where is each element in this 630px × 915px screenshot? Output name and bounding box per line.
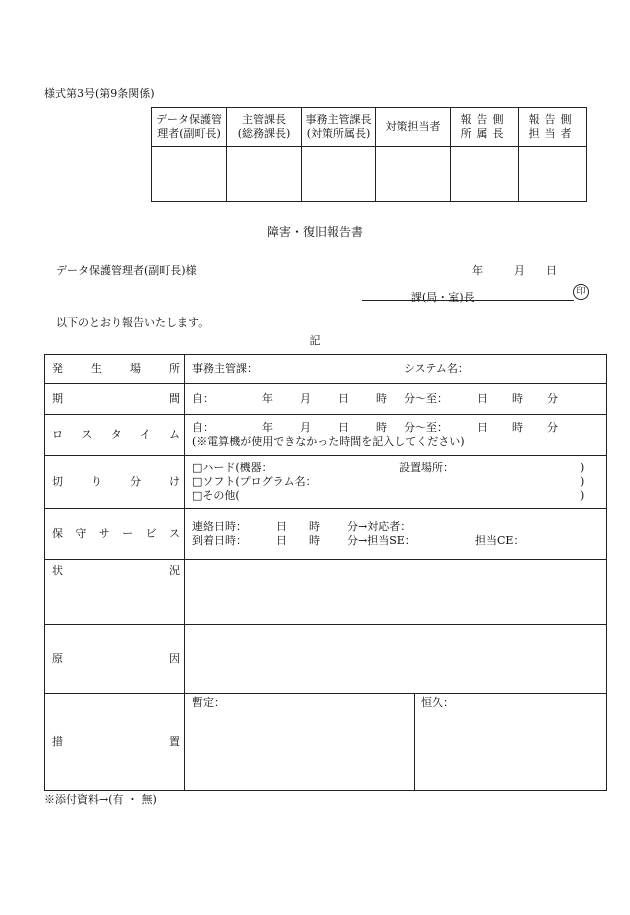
stamp-cell[interactable] xyxy=(227,147,302,202)
from-label: 自： xyxy=(192,392,214,405)
label-isolation: 切り分け xyxy=(45,456,185,509)
form-number: 様式第3号(第9条関係) xyxy=(44,87,155,100)
row-period xyxy=(45,384,607,415)
temporary-label: 暫定： xyxy=(192,696,225,709)
date-month-label: 月 xyxy=(514,264,525,277)
row-isolation xyxy=(45,456,607,509)
value-measure xyxy=(185,694,607,791)
day-to-label: 日 xyxy=(477,421,488,434)
row-status xyxy=(45,560,607,625)
temporary-measure-field[interactable] xyxy=(185,694,415,790)
day-label: 日 xyxy=(338,421,349,434)
day-label: 日 xyxy=(276,534,287,547)
label-cause: 原因 xyxy=(45,625,185,694)
stamp-cell[interactable] xyxy=(152,147,227,202)
hour-to-label: 時 xyxy=(512,392,523,405)
software-checkbox[interactable]: □ソフト(プログラム名： xyxy=(192,475,317,488)
minute-to-label: 分〜至： xyxy=(404,421,448,434)
label-maintenance: 保守サービス xyxy=(45,509,185,560)
responder-label: 分→対応者： xyxy=(347,520,412,533)
loss-time-note: (※電算機が使用できなかった時間を記入してください) xyxy=(192,435,465,448)
row-measure xyxy=(45,694,607,791)
row-loss-time xyxy=(45,415,607,456)
minute-end-label: 分 xyxy=(547,421,558,434)
date-day-label: 日 xyxy=(546,264,557,277)
minute-end-label: 分 xyxy=(547,392,558,405)
permanent-label: 恒久： xyxy=(421,696,454,709)
approval-header-affairs-section: 事務主管課長 (対策所属長) xyxy=(302,108,376,147)
permanent-measure-field[interactable] xyxy=(415,694,454,790)
label-location: 発生場所 xyxy=(45,355,185,384)
approval-header-main-section: 主管課長 (総務課長) xyxy=(227,108,302,147)
row-cause xyxy=(45,625,607,694)
intro-text: 以下のとおり報告いたします。 xyxy=(56,316,210,329)
hour-to-label: 時 xyxy=(512,421,523,434)
stamp-cell[interactable] xyxy=(376,147,451,202)
hour-label: 時 xyxy=(309,534,320,547)
stamp-cell[interactable] xyxy=(302,147,376,202)
close-paren: ) xyxy=(580,489,585,502)
close-paren: ) xyxy=(580,461,585,474)
row-maintenance xyxy=(45,509,607,560)
minute-to-label: 分〜至： xyxy=(404,392,448,405)
label-measure: 措置 xyxy=(45,694,185,791)
hour-label: 時 xyxy=(376,392,387,405)
hardware-checkbox[interactable]: □ハード(機器： xyxy=(192,461,273,474)
stamp-cell[interactable] xyxy=(519,147,587,202)
day-label: 日 xyxy=(338,392,349,405)
year-label: 年 xyxy=(262,392,273,405)
approval-header-report-staff: 報告側 担当者 xyxy=(519,108,587,147)
date-year-label: 年 xyxy=(472,264,483,277)
approval-header-countermeasure: 対策担当者 xyxy=(376,108,451,147)
sender-title: 課(局・室)長 xyxy=(411,291,475,304)
signature-line xyxy=(362,300,574,301)
day-to-label: 日 xyxy=(477,392,488,405)
day-label: 日 xyxy=(276,520,287,533)
arrival-time-label: 到着日時： xyxy=(192,534,247,547)
label-period: 期間 xyxy=(45,384,185,415)
value-location[interactable] xyxy=(185,355,607,384)
stamp-cell[interactable] xyxy=(451,147,519,202)
value-cause[interactable] xyxy=(185,625,607,694)
report-table xyxy=(44,354,607,791)
ki-heading: 記 xyxy=(309,334,321,347)
seal-mark-icon: 印 xyxy=(573,284,589,300)
close-paren: ) xyxy=(580,475,585,488)
from-label: 自： xyxy=(192,421,214,434)
value-status[interactable] xyxy=(185,560,607,625)
system-name-label: システム名： xyxy=(404,362,469,375)
install-location-label: 設置場所： xyxy=(399,461,454,474)
se-label: 分→担当SE： xyxy=(347,534,416,547)
approval-header-data-protection: データ保護管 理者(副町長) xyxy=(152,108,227,147)
value-isolation xyxy=(185,456,607,509)
value-period[interactable] xyxy=(185,384,607,415)
month-label: 月 xyxy=(300,421,311,434)
label-status: 状況 xyxy=(45,560,185,625)
document-title: 障害・復旧報告書 xyxy=(266,225,363,239)
dept-label: 事務主管課： xyxy=(192,362,258,375)
month-label: 月 xyxy=(300,392,311,405)
attachment-note: ※添付資料→(有 ・ 無) xyxy=(44,793,157,806)
label-loss-time: ロスタイム xyxy=(45,415,185,456)
hour-label: 時 xyxy=(376,421,387,434)
approval-header-report-manager: 報告側 所属長 xyxy=(451,108,519,147)
approval-stamp-grid xyxy=(151,107,587,202)
approval-stamp-row xyxy=(152,147,587,202)
other-checkbox[interactable]: □その他( xyxy=(192,489,240,502)
year-label: 年 xyxy=(262,421,273,434)
hour-label: 時 xyxy=(309,520,320,533)
row-location xyxy=(45,355,607,384)
report-date xyxy=(472,262,557,278)
value-maintenance[interactable] xyxy=(185,509,607,560)
ce-label: 担当CE： xyxy=(475,534,525,547)
addressee: データ保護管理者(副町長)様 xyxy=(56,264,197,277)
approval-header-row xyxy=(152,108,587,147)
contact-time-label: 連絡日時： xyxy=(192,520,247,533)
value-loss-time[interactable] xyxy=(185,415,607,456)
